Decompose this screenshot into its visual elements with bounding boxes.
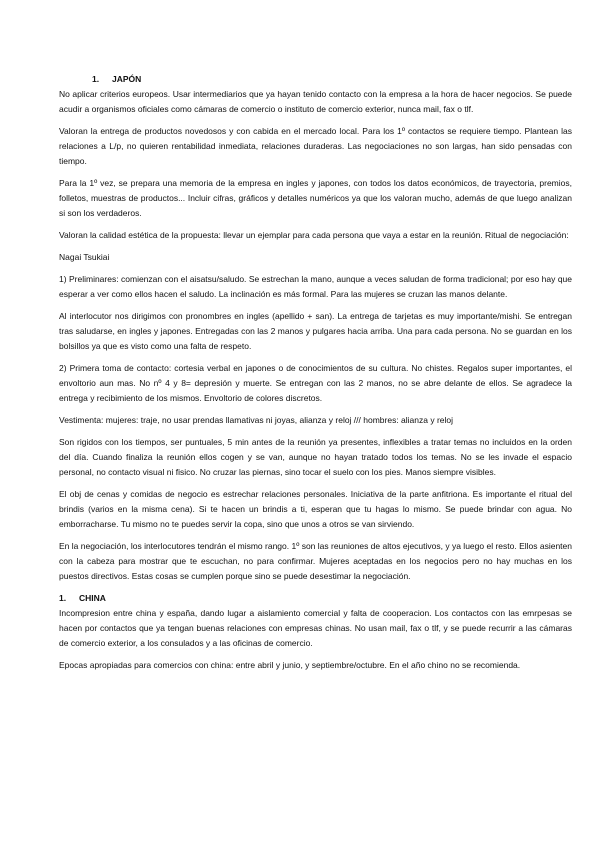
section-number: 1. [59,593,67,603]
paragraph: 1) Preliminares: comienzan con el aisatsu/saludo. Se estrechan la mano, aunque a veces saludan de forma tradicional; por eso hay que esperar a ver como ellos hacen el saludo. La inclinación es más formal. Para las mujeres se cruzan las manos delante. [59,274,572,299]
paragraph: Valoran la entrega de productos novedosos y con cabida en el mercado local. Para los 1º contactos se requiere tiempo. Plantean las relaciones a L/p, no quieren rentabilidad inmediata, relaciones duraderas. Las negociaciones no son largas, han sido pensadas con tiempo. [59,126,572,166]
paragraph: Para la 1º vez, se prepara una memoria de la empresa en ingles y japones, con todos los datos económicos, de trayectoria, premios, folletos, muestras de productos... Incluir cifras, gráficos y detalles numéricos ya que los valoran mucho, además de que luego analizan si son los verdaderos. [59,178,572,218]
paragraph: En la negociación, los interlocutores tendrán el mismo rango. 1º son las reuniones de altos ejecutivos, y ya luego el resto. Ellos asienten con la cabeza para mostrar que te escuchan, no para confirmar. Mujeres aceptadas en los negocios pero no hay muchas en los puestos directivos. Estas cosas se cumplen porque sino se puede desestimar la negociación. [59,541,572,581]
paragraph: Incompresion entre china y españa, dando lugar a aislamiento comercial y falta de cooperacion. Los contactos con las emrpesas se hacen por contactos que ya tengan buenas relaciones con empresas chinas. No usan mail, fax o tlf, y se puede recurrir a las cámaras de comercio exterior, a los consulados y a las oficinas de comercio. [59,608,572,648]
paragraph: Nagai Tsukiai [59,252,110,262]
section-title: CHINA [79,593,106,603]
paragraph: Al interlocutor nos dirigimos con pronombres en ingles (apellido + san). La entrega de tarjetas es muy importante/mishi. Se entregan tras saludarse, en ingles y japones. Entregadas con las 2 manos y pulgares hacia arriba. Una para cada persona. No se guardan en los bolsillos ya que es visto como una falta de respeto. [59,311,572,351]
section-number: 1. [92,74,100,84]
paragraph: Epocas apropiadas para comercios con china: entre abril y junio, y septiembre/octubre. En el año chino no se recomienda. [59,660,521,670]
section-heading-japan [59,72,572,87]
section-heading-china [59,591,572,606]
paragraph: Son rigidos con los tiempos, ser puntuales, 5 min antes de la reunión ya presentes, inflexibles a tratar temas no incluidos en la orden del día. Cuando finaliza la reunión ellos cogen y se van, aunque no hayan tratado todos los temas. No se les invade el espacio personal, no contacto visual ni fisico. No cruzar las piernas, sino tocar el suelo con los pies. Manos siempre visibles. [59,437,572,477]
paragraph: Vestimenta: mujeres: traje, no usar prendas llamativas ni joyas, alianza y reloj /// hombres: alianza y reloj [59,415,454,425]
paragraph: Valoran la calidad estética de la propuesta: llevar un ejemplar para cada persona que vaya a estar en la reunión. Ritual de negociación: [59,230,569,240]
paragraph: No aplicar criterios europeos. Usar intermediarios que ya hayan tenido contacto con la empresa a la hora de hacer negocios. Se puede acudir a organismos oficiales como cámaras de comercio o instituto de comercio exterior, nunca mail, fax o tlf. [59,89,572,114]
paragraph: El obj de cenas y comidas de negocio es estrechar relaciones personales. Iniciativa de la parte anfitriona. Es importante el ritual del brindis (varios en la misma cena). Si te hacen un brindis a ti, esperan que tu hagas lo mismo. Se puede brindar con agua. No emborracharse. Tu mismo no te puedes servir la copa, sino que unos a otros se van sirviendo. [59,489,572,529]
paragraph: 2) Primera toma de contacto: cortesia verbal en japones o de conocimientos de su cultura. No chistes. Regalos super importantes, el envoltorio aun mas. No nº 4 y 8= depresión y muerte. Se entregan con las 2 manos, no se abre delante de ellos. Se agradece la entrega y recibimiento de los mismos. Envoltorio de colores discretos. [59,363,572,403]
section-title: JAPÓN [112,74,142,84]
